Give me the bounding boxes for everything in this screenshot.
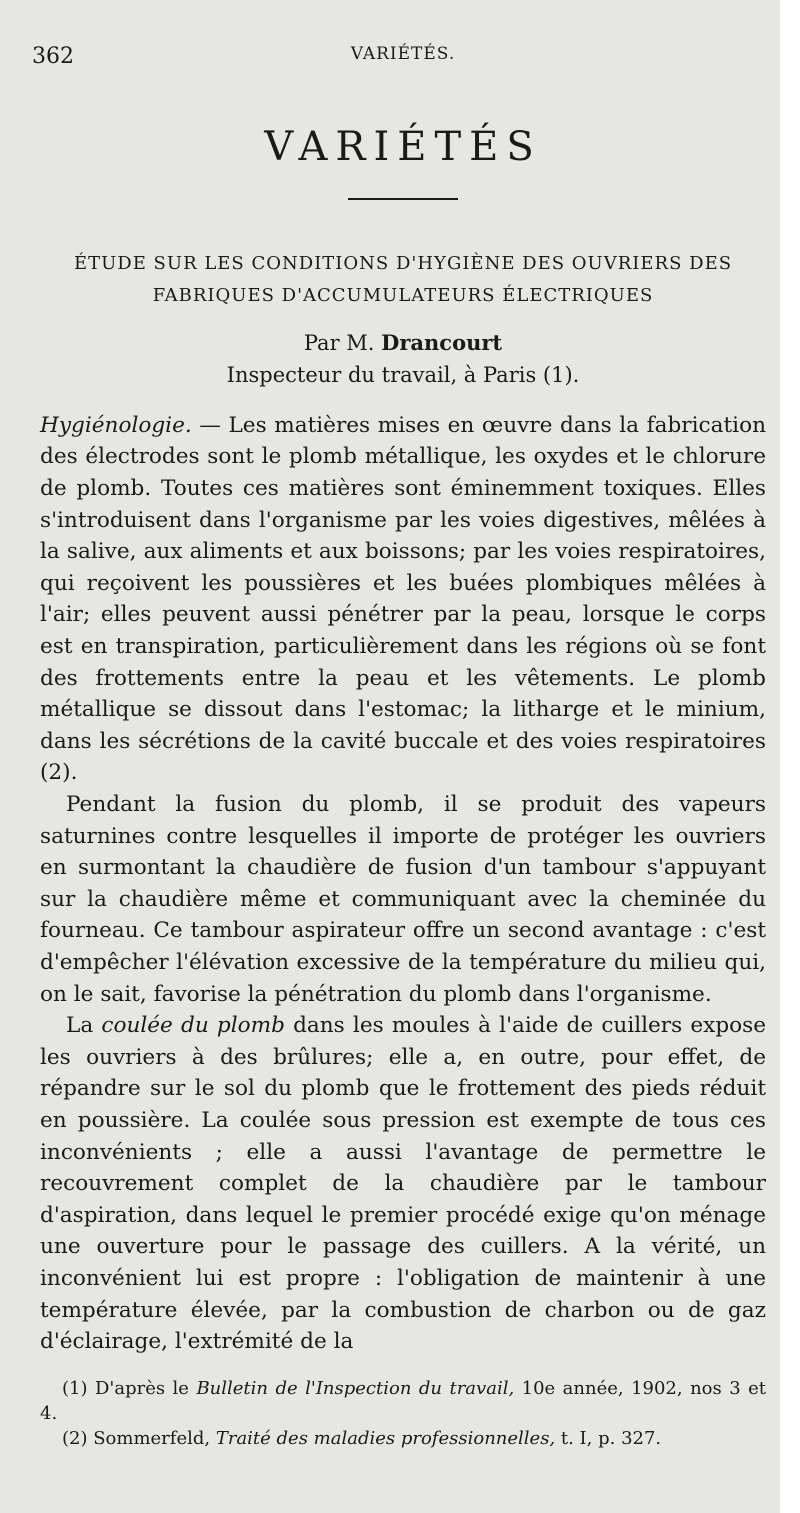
article-title-line-2: FABRIQUES D'ACCUMULATEURS ÉLECTRIQUES xyxy=(152,285,654,307)
paragraph-3-prefix: La xyxy=(66,1013,102,1039)
section-title: VARIÉTÉS xyxy=(264,124,542,170)
article-title xyxy=(40,248,766,313)
running-header xyxy=(32,38,766,78)
author-name: Drancourt xyxy=(381,329,503,355)
paragraph-3-italic: coulée du plomb xyxy=(101,1013,285,1039)
footnote-1-italic: Bulletin de l'Inspection du travail, xyxy=(196,1377,515,1399)
footnote-separator xyxy=(40,1358,766,1376)
footnote-1-suffix: 10e année, 1902, nos 3 et 4. xyxy=(40,1377,767,1424)
running-title: VARIÉTÉS. xyxy=(350,44,456,64)
paragraph-2: Pendant la fusion du plomb, il se produit des vapeurs saturnines contre lesquelles il importe de protéger les ouvriers en surmontant la chaudière de fusion d'un tambour s'appuyant sur la chaudière même et communiquant avec la cheminée du fourneau. Ce tambour aspirateur offre un second avantage : c'est d'empêcher l'élévation excessive de la température du milieu qui, on le sait, favorise la pénétration du plomb dans l'organisme. xyxy=(40,792,766,1007)
paragraph-3 xyxy=(40,1010,766,1358)
footnote-1 xyxy=(40,1376,766,1426)
footnote-1-prefix: (1) D'après le xyxy=(62,1377,197,1399)
byline-prefix: Par M. xyxy=(303,330,382,355)
page-number: 362 xyxy=(32,44,74,69)
article-body xyxy=(40,410,766,1358)
author-title: Inspecteur du travail, à Paris (1). xyxy=(226,363,580,388)
paragraph-1-text: — Les matières mises en œuvre dans la fabrication des électrodes sont le plomb métallique, les oxydes et le chlorure de plomb. Toutes ces matières sont éminemment toxiques. Elles s'introduisent dans l'organisme par les voies digestives, mêlées à la salive, aux aliments et aux boissons; par les voies respiratoires, qui reçoivent les poussières et les buées plombiques mêlées à l'air; elles peuvent aussi pénétrer par la peau, lorsque le corps est en transpiration, particulièrement dans les régions où se font des frottements entre la peau et les vêtements. Le plomb métallique se dissout dans l'estomac; la litharge et le minium, dans les sécrétions de la cavité buccale et des voies respiratoires (2). xyxy=(40,412,766,786)
footnote-2 xyxy=(40,1426,766,1451)
footnotes xyxy=(40,1376,766,1451)
byline xyxy=(40,327,766,392)
footnote-2-prefix: (2) Sommerfeld, xyxy=(62,1427,216,1449)
footnote-2-italic: Traité des maladies professionnelles, xyxy=(215,1427,556,1449)
footnote-2-suffix: t. I, p. 327. xyxy=(555,1427,662,1449)
paragraph-1-lead: Hygiénologie. xyxy=(40,412,192,438)
paragraph-3-text: dans les moules à l'aide de cuillers expose les ouvriers à des brûlures; elle a, en outre, pour effet, de répandre sur le sol du plomb que le frottement des pieds réduit en poussière. La coulée sous pression est exempte de tous ces inconvénients ; elle a aussi l'avantage de permettre le recouvrement complet de la chaudière par le tambour d'aspiration, dans lequel le premier procédé exige qu'on ménage une ouverture pour le passage des cuillers. A la vérité, un inconvénient lui est propre : l'obligation de maintenir à une température élevée, par la combustion de charbon ou de gaz d'éclairage, l'extrémité de la xyxy=(40,1013,767,1355)
title-rule xyxy=(348,198,458,200)
author-line xyxy=(40,327,766,360)
article-title-line-1: ÉTUDE SUR LES CONDITIONS D'HYGIÈNE DES OUVRIERS DES xyxy=(73,253,733,274)
paragraph-1 xyxy=(40,410,766,789)
page-edge xyxy=(780,0,800,1513)
